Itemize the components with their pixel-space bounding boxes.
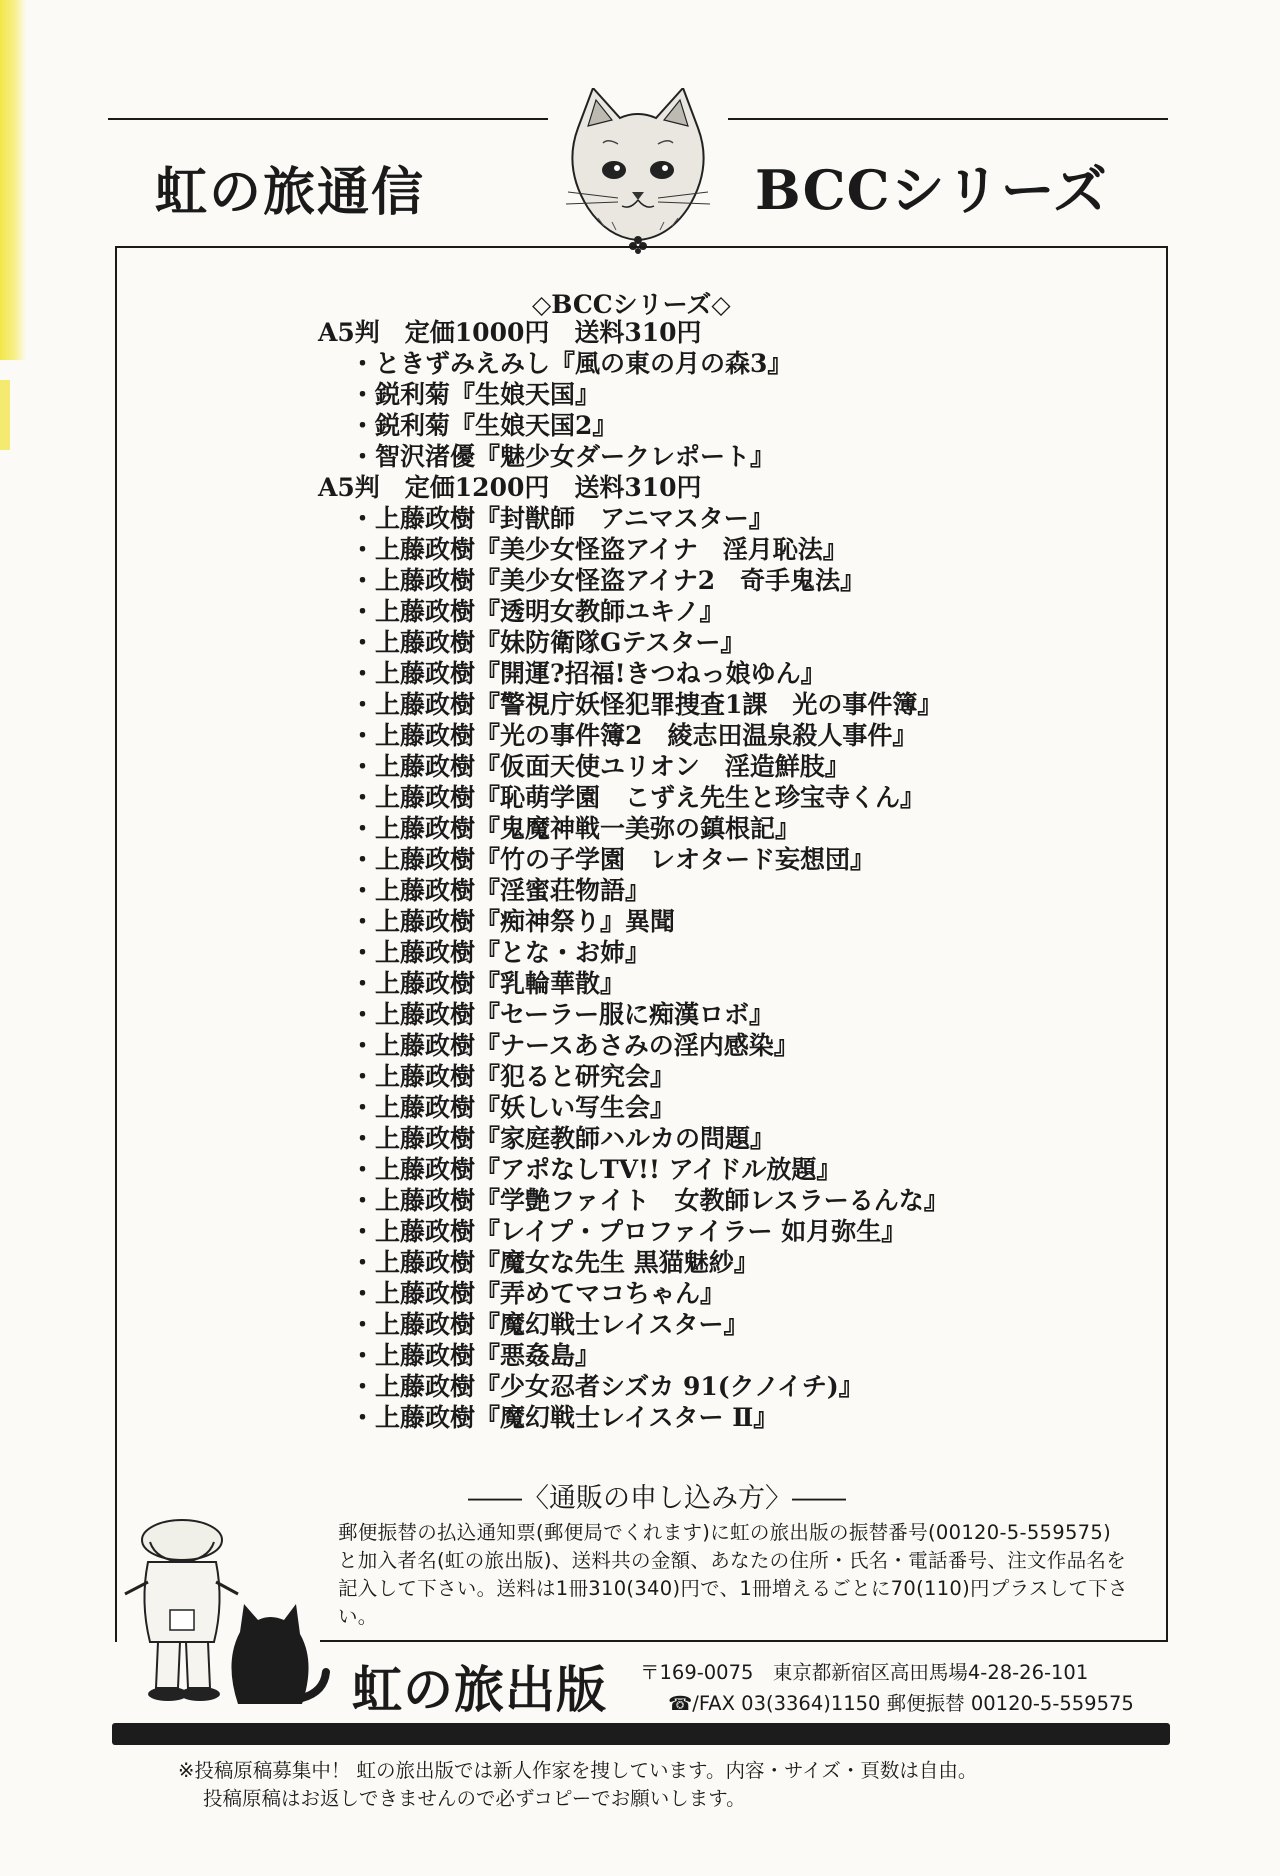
- book-item: ・上藤政樹『魔幻戦士レイスター』: [350, 1310, 749, 1339]
- order-howto-title: ――〈通販の申し込み方〉――: [468, 1483, 846, 1514]
- book-item: ・上藤政樹『学艶ファイト 女教師レスラーるんな』: [350, 1186, 949, 1215]
- publisher-rule: [320, 1640, 1168, 1642]
- book-item: ・鋭利菊『生娘天国』: [350, 380, 601, 409]
- book-item: ・上藤政樹『美少女怪盗アイナ 淫月恥法』: [350, 535, 848, 564]
- page-edge-highlight: [0, 0, 26, 360]
- book-item: ・智沢渚優『魅少女ダークレポート』: [350, 442, 776, 471]
- book-item: ・上藤政樹『美少女怪盗アイナ2 奇手鬼法』: [350, 566, 866, 595]
- book-item: ・上藤政樹『竹の子学園 レオタード妄想団』: [350, 845, 876, 874]
- publisher-contact: ☎/FAX 03(3364)1150 郵便振替 00120-5-559575: [668, 1692, 1134, 1715]
- order-howto-text: 郵便振替の払込通知票(郵便局でくれます)に虹の旅出版の振替番号(00120-5-559575)と加入者名(虹の旅出版)、送料共の金額、あなたの住所・氏名・電話番号、注文作品名を記入して下さい。送料は1冊310(340)円で、1冊増えるごとに70(110)円プラスして下さい。: [338, 1521, 1128, 1628]
- publisher-name: 虹の旅出版: [352, 1661, 607, 1719]
- book-item: ・上藤政樹『セーラー服に痴漢ロボ』: [350, 1000, 775, 1029]
- book-item: ・上藤政樹『開運?招福!きつねっ娘ゆん』: [350, 659, 826, 688]
- price-line: A5判 定価1200円 送料310円: [318, 473, 702, 502]
- book-item: ・上藤政樹『犯ると研究会』: [350, 1062, 676, 1091]
- book-item: ・上藤政樹『光の事件簿2 綾志田温泉殺人事件』: [350, 721, 918, 750]
- book-item: ・上藤政樹『妹防衛隊Gテスター』: [350, 628, 746, 657]
- book-item: ・上藤政樹『とな・お姉』: [350, 938, 651, 967]
- book-item: ・ときずみえみし『風の東の月の森3』: [350, 349, 793, 378]
- book-item: ・上藤政樹『恥萌学園 こずえ先生と珍宝寺くん』: [350, 783, 926, 812]
- book-item: ・上藤政樹『妖しい写生会』: [350, 1093, 676, 1122]
- book-item: ・上藤政樹『レイプ・プロファイラー 如月弥生』: [350, 1217, 907, 1246]
- book-item: ・上藤政樹『淫蜜荘物語』: [350, 876, 651, 905]
- submission-notice: ※投稿原稿募集中！ 虹の旅出版では新人作家を捜しています。内容・サイズ・頁数は自由。: [178, 1759, 978, 1782]
- book-item: ・上藤政樹『乳輪華散』: [350, 969, 626, 998]
- book-item: ・上藤政樹『警視庁妖怪犯罪捜査1課 光の事件簿』: [350, 690, 943, 719]
- book-item: ・上藤政樹『アポなしTV!! アイドル放題』: [350, 1155, 842, 1184]
- newsletter-title: 虹の旅通信: [155, 163, 426, 223]
- book-item: ・上藤政樹『弄めてマコちゃん』: [350, 1279, 726, 1308]
- book-item: ・上藤政樹『透明女教師ユキノ』: [350, 597, 725, 626]
- book-item: ・上藤政樹『封獣師 アニマスター』: [350, 504, 774, 533]
- book-item: ・上藤政樹『家庭教師ハルカの問題』: [350, 1124, 776, 1153]
- footer-bar: [112, 1723, 1170, 1745]
- cat-logo-icon: [548, 88, 728, 260]
- submission-notice-2: 投稿原稿はお返しできませんので必ずコピーでお願いします。: [203, 1787, 746, 1810]
- book-item: ・上藤政樹『魔女な先生 黒猫魅紗』: [350, 1248, 759, 1277]
- book-item: ・上藤政樹『鬼魔神戦一美弥の鎮根記』: [350, 814, 801, 843]
- book-item: ・上藤政樹『悪姦島』: [350, 1341, 601, 1370]
- publisher-address: 〒169-0075 東京都新宿区高田馬場4-28-26-101: [640, 1661, 1089, 1684]
- mascot-illustration-icon: [120, 1512, 340, 1712]
- book-item: ・鋭利菊『生娘天国2』: [350, 411, 618, 440]
- book-item: ・上藤政樹『痴神祭り』異聞: [350, 907, 676, 936]
- book-item: ・上藤政樹『少女忍者シズカ 91(クノイチ)』: [350, 1372, 864, 1401]
- page-edge-highlight-small: [0, 380, 10, 450]
- series-header: BCCシリーズ: [755, 158, 1108, 222]
- series-title: ◇BCCシリーズ◇: [532, 290, 731, 319]
- book-item: ・上藤政樹『ナースあさみの淫内感染』: [350, 1031, 799, 1060]
- book-item: ・上藤政樹『魔幻戦士レイスター Ⅱ』: [350, 1403, 779, 1432]
- book-item: ・上藤政樹『仮面天使ユリオン 淫造鮮肢』: [350, 752, 850, 781]
- price-line: A5判 定価1000円 送料310円: [318, 318, 702, 347]
